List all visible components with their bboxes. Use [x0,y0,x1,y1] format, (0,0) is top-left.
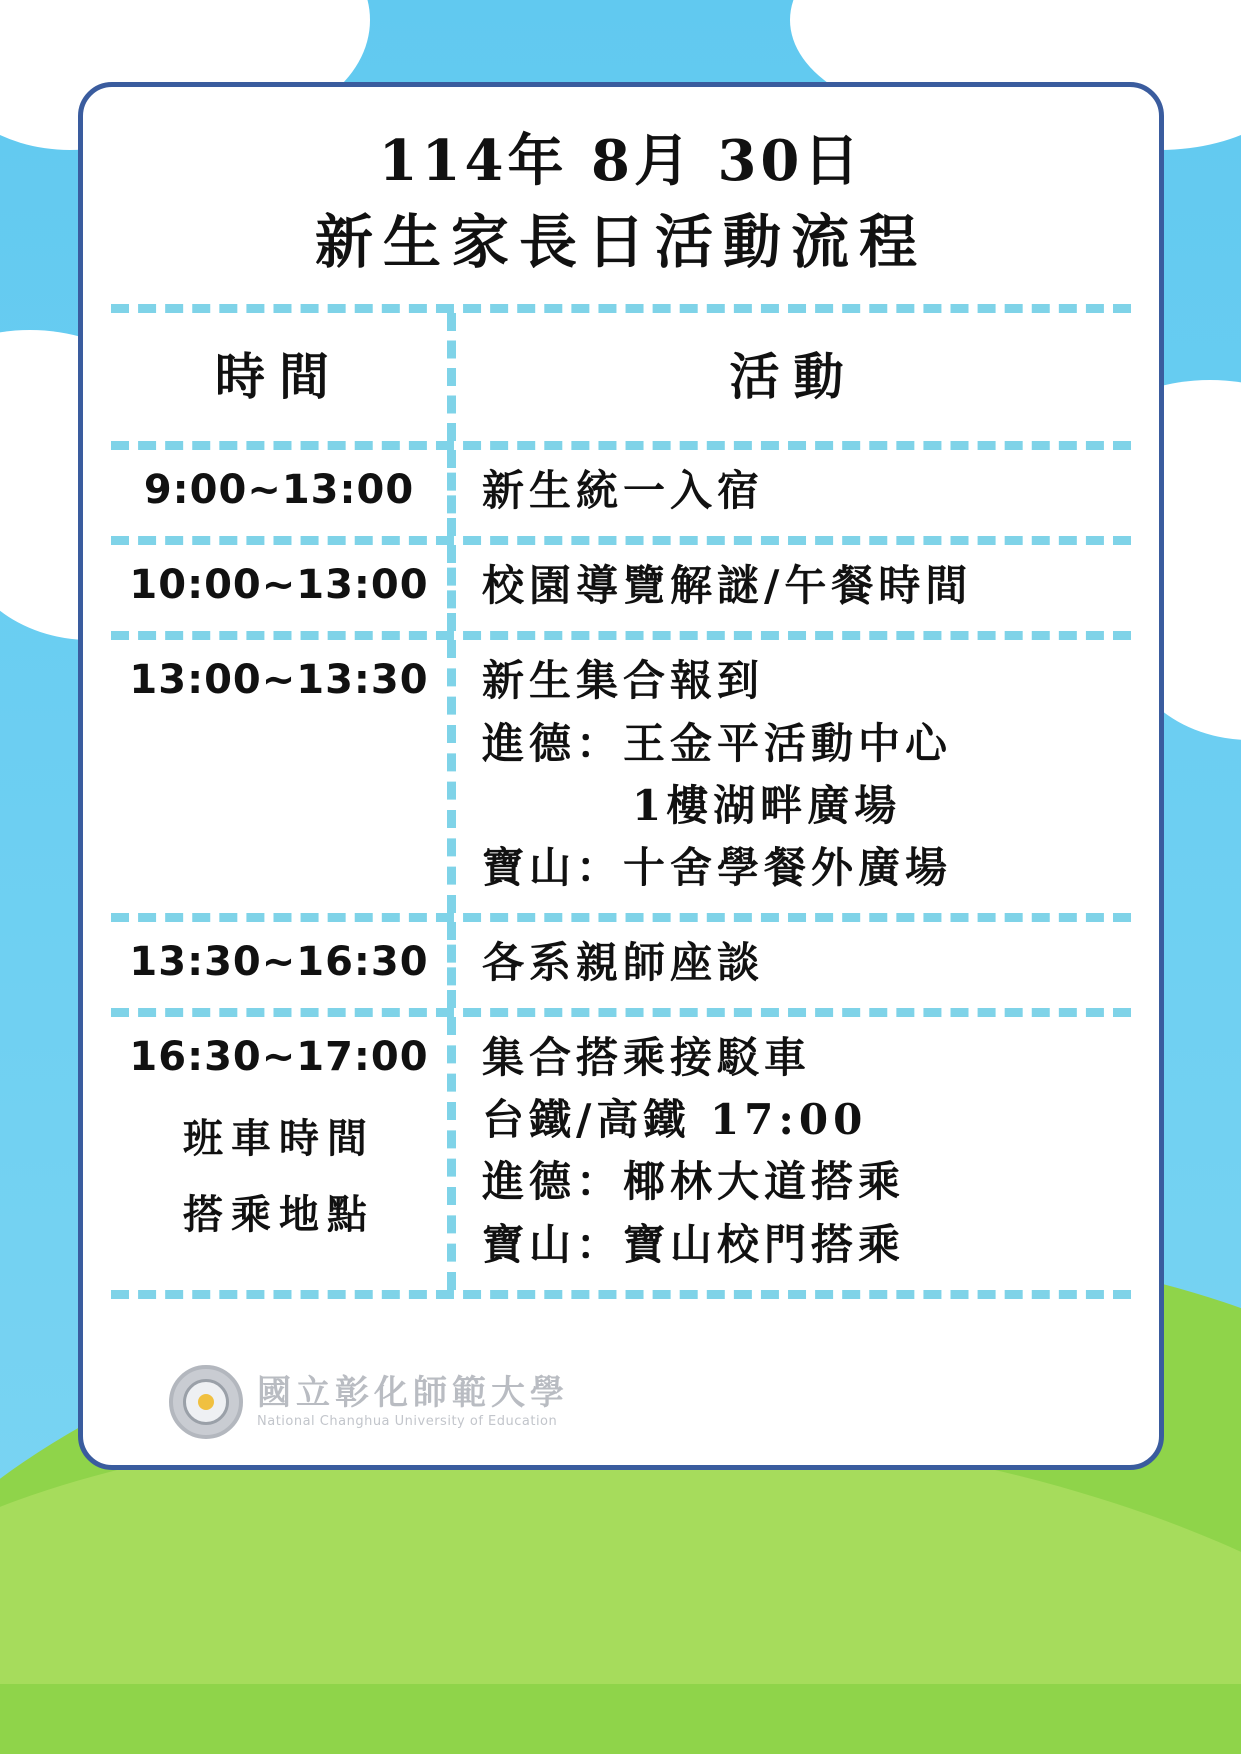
table-row [111,536,1131,631]
row-time-note-line: 班車時間 [183,1115,375,1163]
row-time-cell [111,640,456,913]
row-activity-line: 1樓湖畔廣場 [632,780,902,830]
row-activity-line: 集合搭乘接駁車 [482,1033,812,1083]
row-time-value: 9:00~13:00 [143,467,415,514]
table-row [111,1008,1131,1299]
table-header-row [111,304,1131,441]
schedule-table [111,304,1131,1299]
row-activity-line: 各系親師座談 [482,938,765,988]
row-time-cell [111,922,456,1008]
row-activity-cell [456,545,1131,631]
row-activity-cell [456,1017,1131,1290]
header-label-time: 時間 [215,347,343,407]
table-row [111,631,1131,913]
title-date: 114年 8月 30日 [378,128,864,194]
row-activity-line: 寶山：十舍學餐外廣場 [482,842,953,892]
row-time-value: 10:00~13:00 [129,562,429,609]
row-activity-line: 新生集合報到 [482,656,765,706]
row-activity-line: 寶山：寶山校門搭乘 [482,1219,906,1269]
table-row [111,913,1131,1008]
row-activity-line: 台鐵/高鐵 17:00 [482,1095,868,1145]
header-label-activity: 活動 [729,347,858,407]
table-row [111,441,1131,536]
logo-text-block [257,1372,569,1429]
logo-name-en: National Changhua University of Education [257,1413,558,1429]
university-seal-icon [169,1365,243,1439]
header-cell-time [111,313,456,441]
university-logo [169,1365,569,1439]
row-activity-cell [456,450,1131,536]
row-time-cell [111,545,456,631]
row-time-note-line: 搭乘地點 [183,1191,375,1239]
row-activity-line: 校園導覽解謎/午餐時間 [482,561,973,611]
row-time-cell [111,450,456,536]
row-time-value: 13:30~16:30 [129,939,429,986]
row-activity-line: 進德：王金平活動中心 [482,718,953,768]
row-time-cell [111,1017,456,1290]
row-activity-cell [456,640,1131,913]
row-time-value: 13:00~13:30 [129,657,429,704]
row-activity-cell [456,922,1131,1008]
row-activity-line: 新生統一入宿 [482,466,765,516]
poster-card [78,82,1164,1470]
header-cell-activity [456,313,1131,441]
ground-strip [0,1684,1241,1754]
title-subject: 新生家長日活動流程 [314,208,927,277]
logo-name-cn: 國立彰化師範大學 [257,1372,569,1413]
row-time-value: 16:30~17:00 [129,1034,429,1081]
row-activity-line: 進德：椰林大道搭乘 [482,1157,906,1207]
poster-title [83,87,1159,276]
